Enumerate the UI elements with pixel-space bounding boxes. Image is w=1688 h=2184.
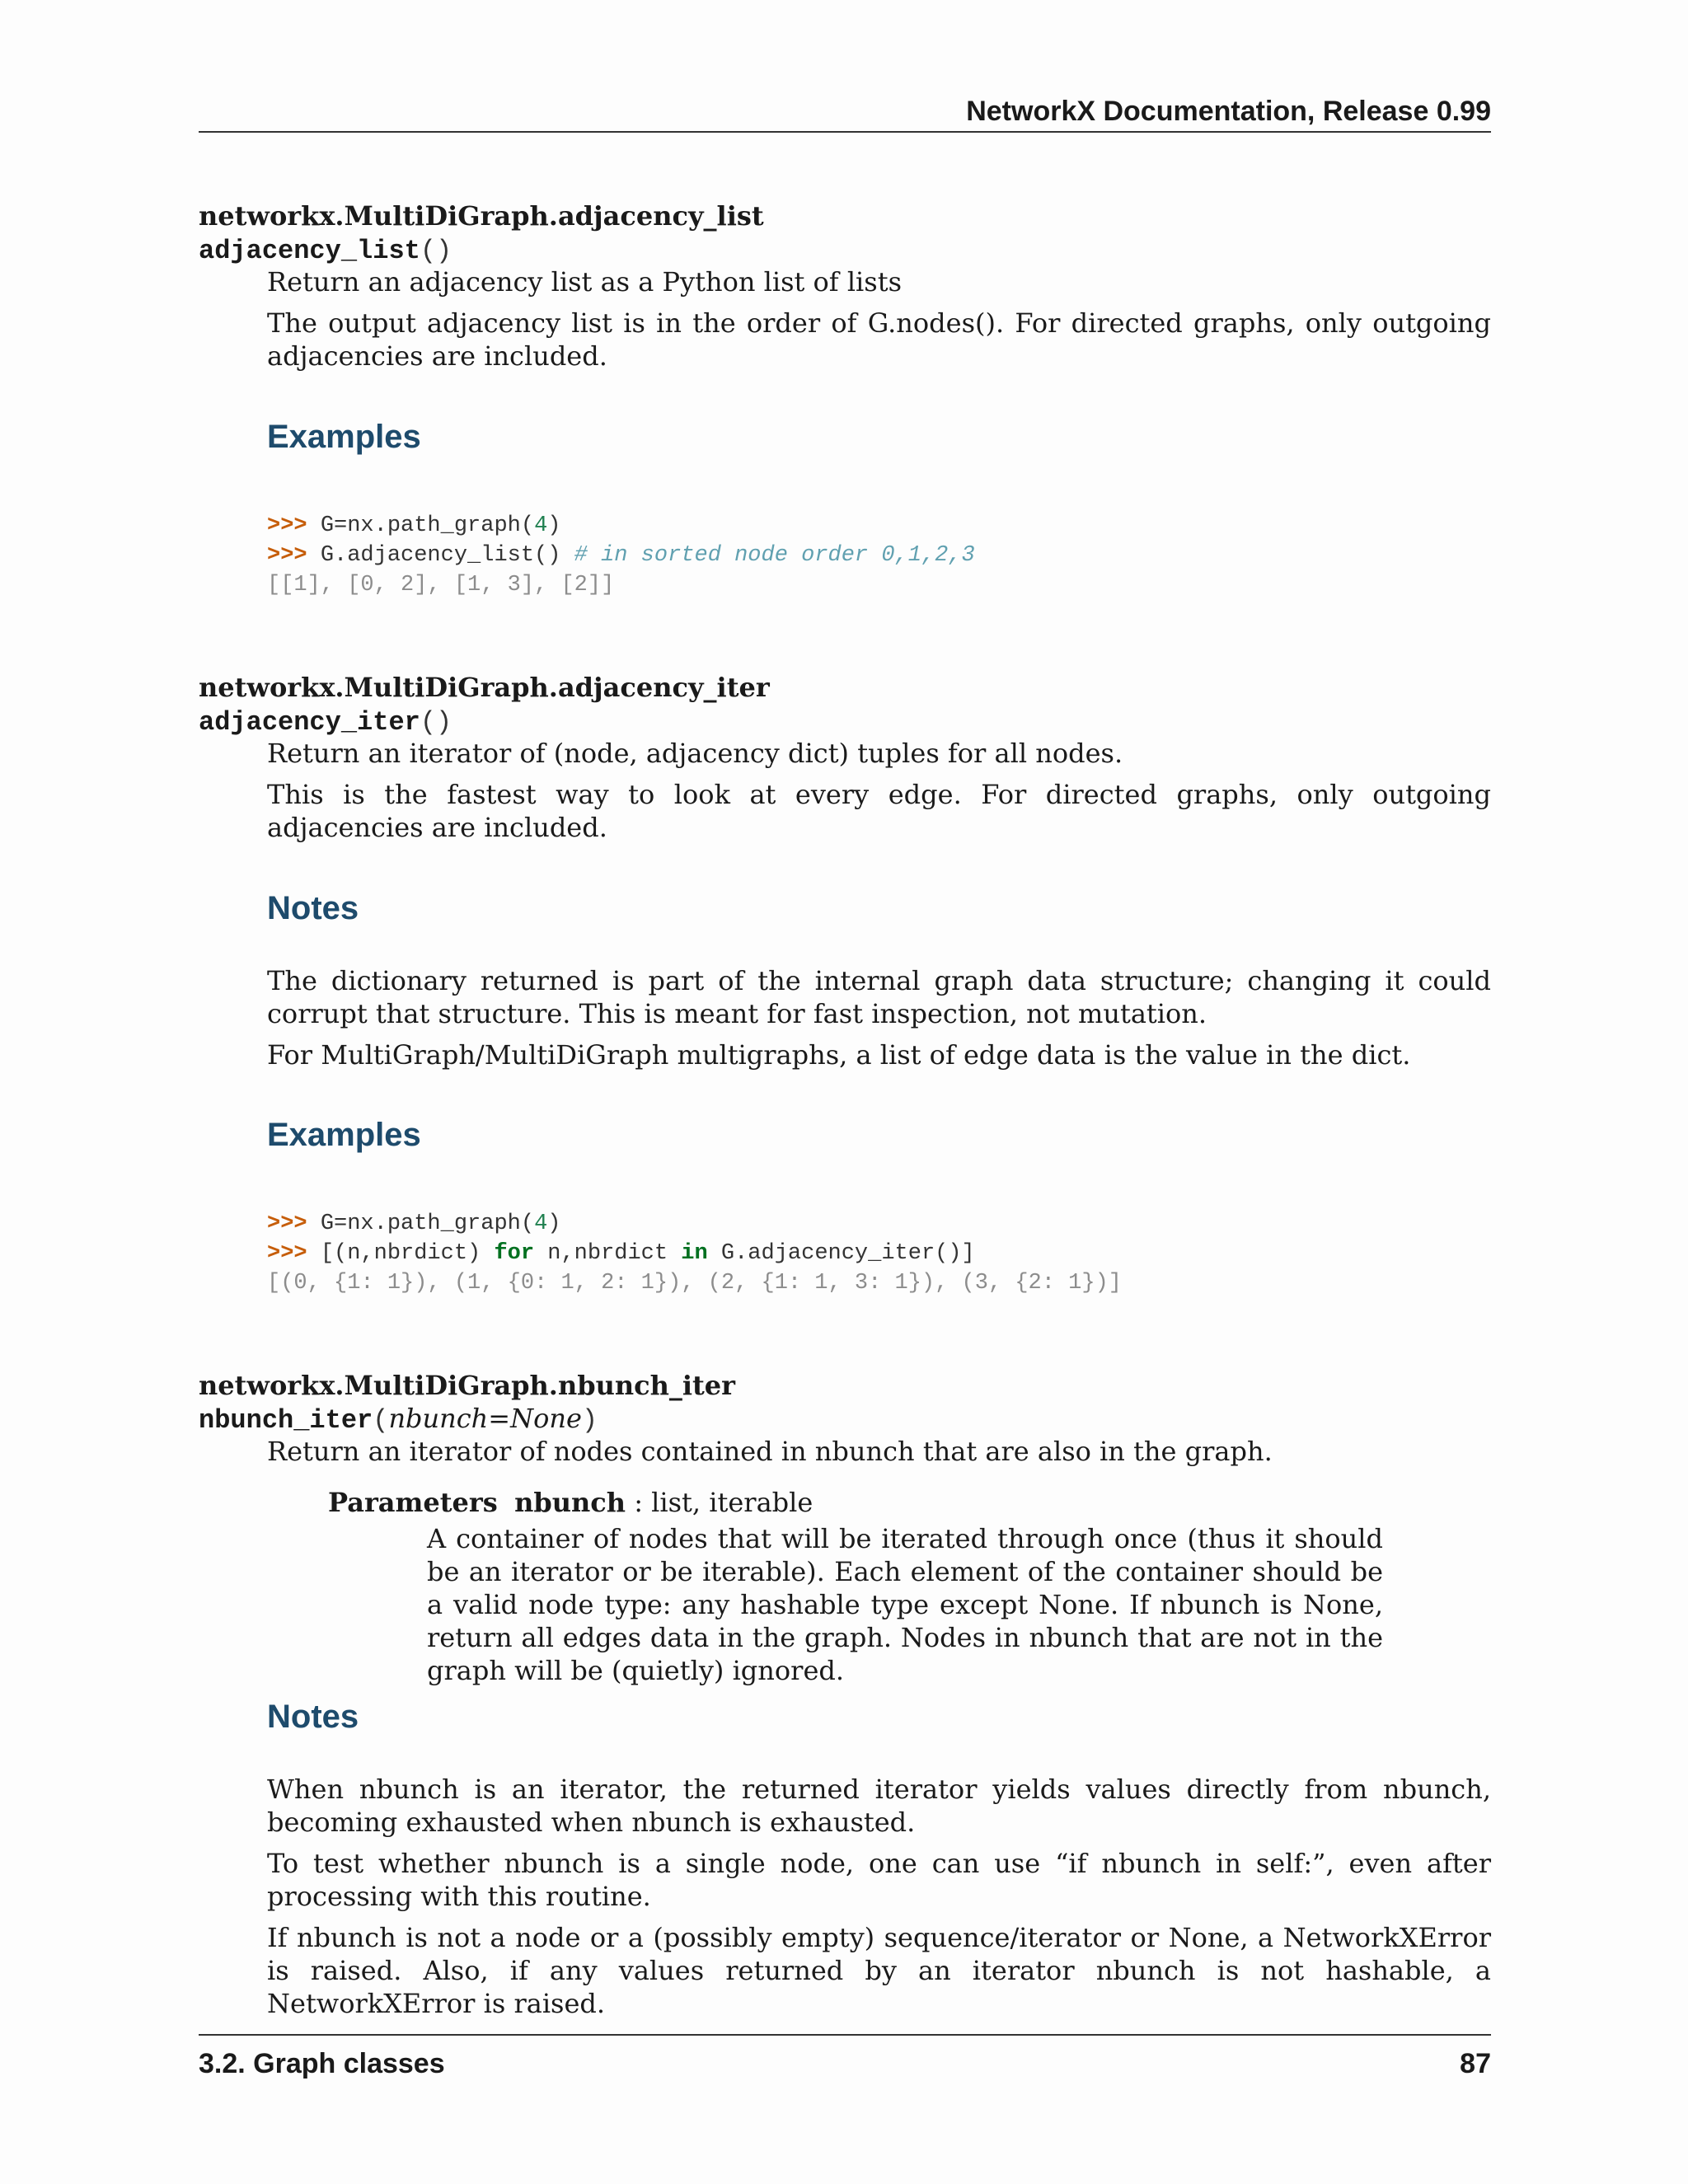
entry-nbunch-iter-body [267,1435,1491,1468]
entry-adjacency-iter [199,671,1491,739]
description: This is the fastest way to look at every edge. For directed graphs, only outgoing adjacencies are included. [267,779,1491,843]
examples-heading: Examples [267,419,421,455]
parameter-name: nbunch [514,1487,626,1518]
note-paragraph: The dictionary returned is part of the internal graph data structure; changing it could corrupt that structure. This is meant for fast inspection, not mutation. [267,965,1491,1029]
parameter-header [328,1486,1383,1519]
notes-heading: Notes [267,890,359,926]
footer-section: 3.2. Graph classes [199,2048,445,2079]
note-paragraph: If nbunch is not a node or a (possibly empty) sequence/iterator or None, a NetworkXError is raised. Also, if any values returned by an iterator nbunch is not hashable, a NetworkXError is raised. [267,1922,1491,2019]
running-header: NetworkX Documentation, Release 0.99 [199,93,1491,133]
summary: Return an iterator of (node, adjacency dict) tuples for all nodes. [267,738,1123,769]
parameters-label: Parameters [328,1487,498,1518]
qualified-name: networkx.MultiDiGraph.nbunch_iter [199,1370,736,1401]
function-name: nbunch_iter [199,1405,373,1436]
note-paragraph: For MultiGraph/MultiDiGraph multigraphs, a list of edge data is the value in the dict. [267,1039,1411,1071]
entry-adjacency-list-body [267,265,1491,373]
description: The output adjacency list is in the order of G.nodes(). For directed graphs, only outgoing adjacencies are included. [267,307,1491,372]
entry-nbunch-iter [199,1369,1491,1437]
running-footer [199,2034,1491,2082]
code-example: >>> G=nx.path_graph(4) >>> [(n,nbrdict) for n,nbrdict in G.adjacency_iter()] [(0, {1: 1}), (1, {0: 1, 2: 1}), (2, {1: 1, 3: 1}), (3, {2: 1})] [267,1212,1122,1296]
notes-body [267,1773,1491,2020]
parameters-list [328,1486,1383,1687]
note-paragraph: When nbunch is an iterator, the returned iterator yields values directly from nbunch, becoming exhausted when nbunch is exhausted. [267,1774,1491,1838]
summary: Return an iterator of nodes contained in nbunch that are also in the graph. [267,1436,1273,1467]
function-name: adjacency_list [199,236,420,266]
note-paragraph: To test whether nbunch is a single node, one can use “if nbunch in self:”, even after processing with this routine. [267,1848,1491,1912]
qualified-name: networkx.MultiDiGraph.adjacency_list [199,200,764,232]
qualified-name: networkx.MultiDiGraph.adjacency_iter [199,672,770,703]
parameter-type: : list, iterable [626,1487,814,1518]
function-name: adjacency_iter [199,707,420,738]
notes-body [267,964,1491,1071]
entry-adjacency-iter-body [267,737,1491,844]
function-signature: nbunch_iter(nbunch=None) [199,1403,598,1436]
summary: Return an adjacency list as a Python list of lists [267,266,902,298]
function-signature: adjacency_list() [199,236,452,266]
examples-heading: Examples [267,1117,421,1153]
parameter-description: A container of nodes that will be iterated through once (thus it should be an iterator or be iterable). Each element of the container should be a valid node type: any hashable type except None. If nbunch is None, return all edges data in the graph. Nodes in nbunch that are not in the graph will be (quietly) ignored. [427,1523,1383,1686]
function-argument: nbunch=None [388,1403,582,1434]
code-example: >>> G=nx.path_graph(4) >>> G.adjacency_list() # in sorted node order 0,1,2,3 [[1], [0, 2], [1, 3], [2]] [267,513,975,598]
entry-adjacency-list [199,199,1491,268]
notes-heading: Notes [267,1699,359,1735]
function-signature: adjacency_iter() [199,707,452,738]
page-number: 87 [1460,2048,1491,2079]
